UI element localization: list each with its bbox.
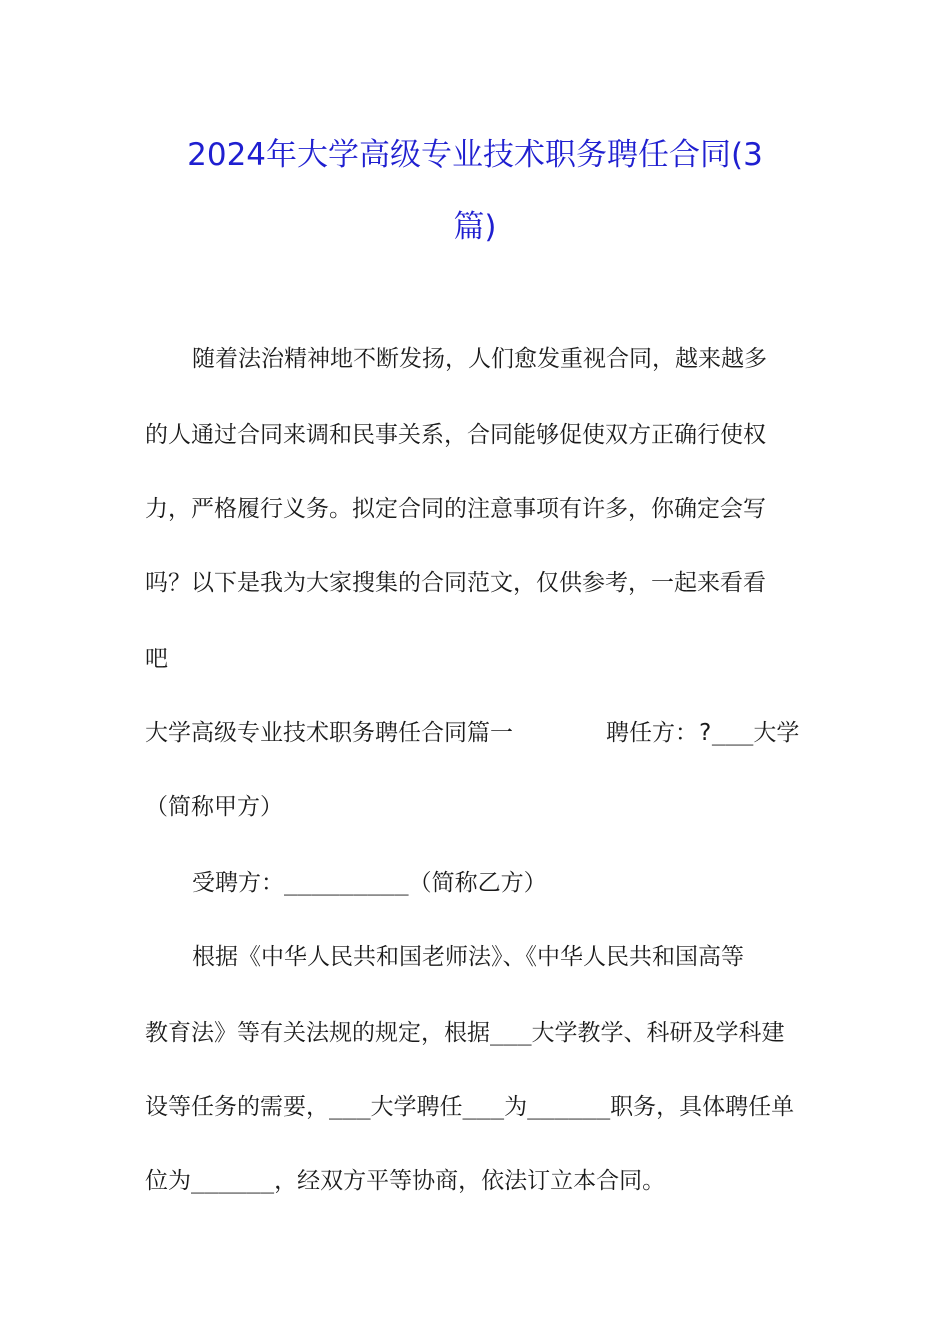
basis-line-2: 教育法》等有关法规的规定，根据___大学教学、科研及学科建 <box>145 1020 785 1046</box>
basis-line-3: 设等任务的需要，___大学聘任___为______职务，具体聘任单 <box>145 1094 795 1120</box>
section-1-heading: 大学高级专业技术职务聘任合同篇一 <box>145 720 513 746</box>
intro-line-4: 吗？以下是我为大家搜集的合同范文，仅供参考，一起来看看 <box>145 570 766 596</box>
party-b-line: 受聘方：_________（简称乙方） <box>192 870 547 896</box>
intro-line-1: 随着法治精神地不断发扬，人们愈发重视合同，越来越多 <box>192 346 767 372</box>
party-a-note: （简称甲方） <box>145 794 283 820</box>
document-title-line-1: 2024年大学高级专业技术职务聘任合同(3 <box>187 137 763 173</box>
basis-line-1: 根据《中华人民共和国老师法》、《中华人民共和国高等 <box>192 944 744 970</box>
intro-line-3: 力，严格履行义务。拟定合同的注意事项有许多，你确定会写 <box>145 496 766 522</box>
intro-line-5: 吧 <box>145 646 168 672</box>
basis-line-4: 位为______，经双方平等协商，依法订立本合同。 <box>145 1168 666 1194</box>
document-title-line-2: 篇) <box>453 209 497 245</box>
party-a-label: 聘任方：?___大学 <box>606 720 800 746</box>
intro-line-2: 的人通过合同来调和民事关系，合同能够促使双方正确行使权 <box>145 422 766 448</box>
